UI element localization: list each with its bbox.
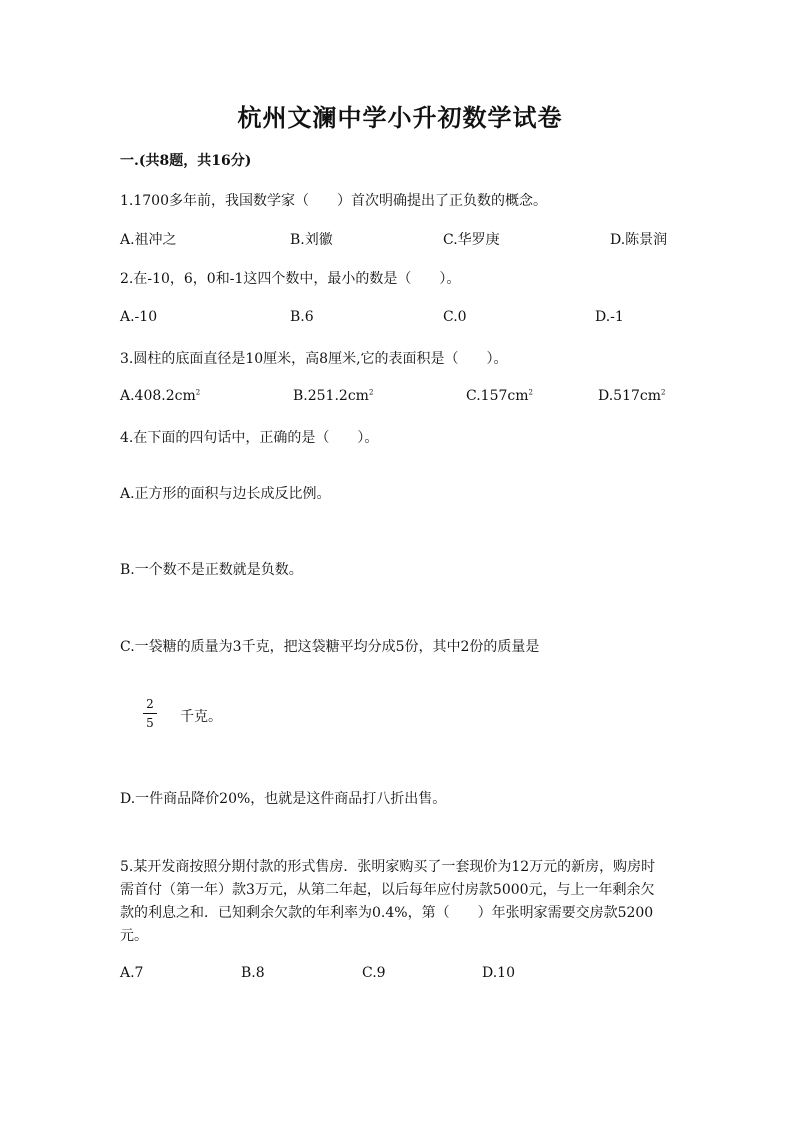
- question-2-option-c[interactable]: C.0: [443, 309, 467, 325]
- question-2-option-d[interactable]: D.-1: [595, 309, 624, 325]
- question-3-option-c[interactable]: $C.157cm^2$: [466, 388, 533, 404]
- question-3-option-b[interactable]: $B.251.2cm^2$: [293, 388, 374, 404]
- question-5-option-d[interactable]: D.10: [482, 965, 515, 981]
- fraction-denominator: 5: [146, 716, 154, 730]
- exam-title: 杭州文澜中学小升初数学试卷: [237, 103, 563, 132]
- question-4-stem: 4.在下面的四句话中，正确的是（ ）。: [120, 430, 379, 446]
- question-1-option-b[interactable]: B.刘徽: [290, 232, 333, 248]
- question-2-option-b[interactable]: B.6: [290, 309, 314, 325]
- question-4-option-a[interactable]: A.正方形的面积与边长成反比例。: [120, 486, 331, 502]
- unit-superscript: 2: [661, 388, 666, 397]
- question-5-stem: 5.某开发商按照分期付款的形式售房．张明家购买了一套现价为12万元的新房，购房时需首付（第一年）款3万元，从第二年起，以后每年应付房款5000元，与上一年剩余欠款的利息之和．已知剩余欠款的年利率为0.4%，第（ ）年张明家需要交房款5200元。: [120, 859, 656, 944]
- question-4-option-c[interactable]: C.一袋糖的质量为3千克，把这袋糖平均分成5份，其中2份的质量是: [120, 639, 540, 655]
- question-5-option-a[interactable]: A.7: [120, 965, 144, 981]
- question-4-option-b[interactable]: B.一个数不是正数就是负数。: [120, 562, 303, 578]
- unit-superscript: 2: [195, 388, 201, 397]
- question-4-option-c-unit: 千克。: [180, 709, 222, 725]
- question-5-option-b[interactable]: B.8: [241, 965, 265, 981]
- question-1-option-d[interactable]: D.陈景润: [610, 232, 668, 248]
- question-2-stem: 2.在-10，6，0和-1这四个数中，最小的数是（ ）。: [120, 271, 461, 287]
- question-3-option-d[interactable]: $D.517cm^2$: [598, 388, 666, 404]
- question-1-option-a[interactable]: A.祖冲之: [120, 232, 177, 248]
- question-5-option-c[interactable]: C.9: [362, 965, 386, 981]
- unit-superscript: 2: [368, 388, 374, 397]
- question-3-stem: 3.圆柱的底面直径是10厘米，高8厘米,它的表面积是（ ）。: [120, 351, 508, 367]
- question-3-option-a[interactable]: $A.408.2cm^2$: [120, 388, 201, 404]
- question-1-option-c[interactable]: C.华罗庚: [443, 232, 500, 248]
- question-2-option-a[interactable]: A.-10: [120, 309, 158, 325]
- section-heading: 一.(共8题，共16分): [120, 153, 252, 169]
- unit-superscript: 2: [528, 388, 533, 397]
- fraction-two-fifths: [143, 697, 157, 730]
- question-1-stem: 1.1700多年前，我国数学家（ ）首次明确提出了正负数的概念。: [120, 193, 547, 209]
- fraction-bar: [143, 713, 157, 714]
- fraction-numerator: 2: [146, 697, 154, 711]
- question-4-option-d[interactable]: D.一件商品降价20%，也就是这件商品打八折出售。: [120, 791, 447, 807]
